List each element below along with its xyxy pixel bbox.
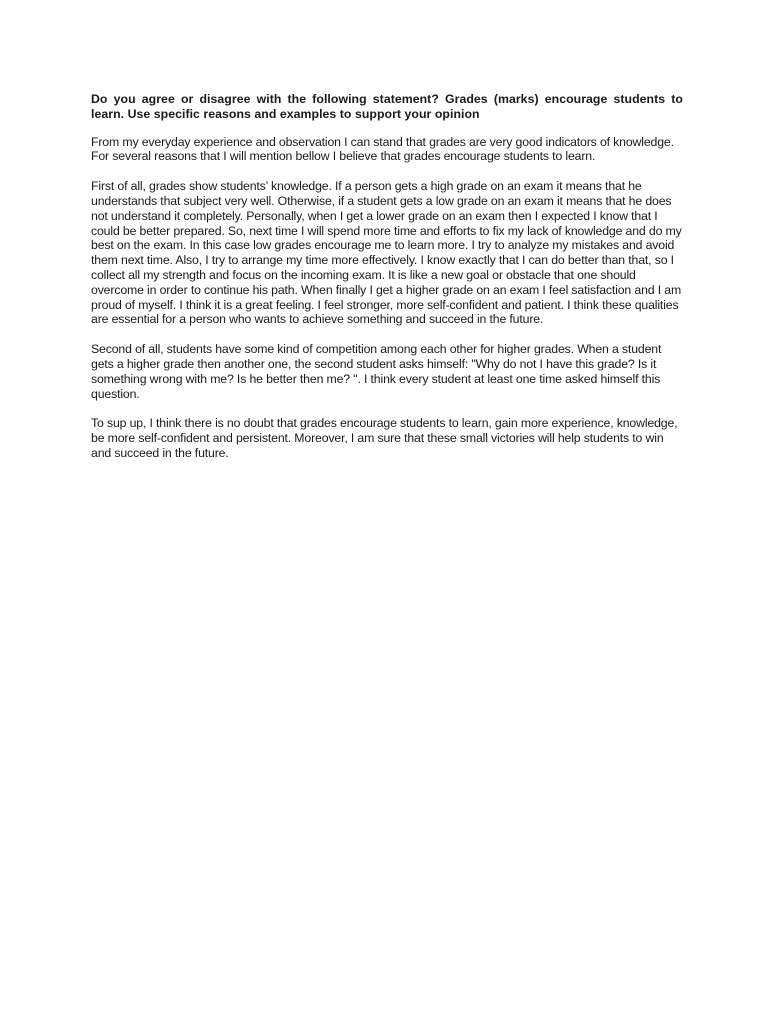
document-page (91, 92, 683, 461)
essay-paragraph-conclusion: To sup up, I think there is no doubt that grades encourage students to learn, gain more experience, knowledge, be more self-confident and persistent. Moreover, I am sure that these small victories will help students to win and succeed in the future. (91, 416, 678, 460)
essay-prompt: Do you agree or disagree with the following statement? Grades (marks) encourage students to learn. Use specific reasons and examples to support your opinion (91, 92, 683, 121)
essay-paragraph-second-reason: Second of all, students have some kind of competition among each other for higher grades. When a student gets a higher grade then another one, the second student asks himself: "Why do not I have this grade? Is it something wrong with me? Is he better then me? ". I think every student at least one time asked himself this question. (91, 342, 662, 401)
essay-paragraph-intro: From my everyday experience and observation I can stand that grades are very good indicators of knowledge. For several reasons that I will mention bellow I believe that grades encourage students to learn. (91, 134, 674, 164)
essay-paragraph-first-reason: First of all, grades show students’ knowledge. If a person gets a high grade on an exam it means that he understands that subject very well. Otherwise, if a student gets a low grade on an exam it means that he does not understand it completely. Personally, when I get a lower grade on an exam then I expected I know that I could be better prepared. So, next time I will spend more time and efforts to fix my lack of knowledge and do my best on the exam. In this case low grades encourage me to learn more. I try to analyze my mistakes and avoid them next time. Also, I try to arrange my time more effectively. I know exactly that I can do better than that, so I collect all my strength and focus on the incoming exam. It is like a new goal or obstacle that one should overcome in order to continue his path. When finally I get a higher grade on an exam I feel satisfaction and I am proud of myself. I think it is a great feeling. I feel stronger, more self-confident and patient. I think these qualities are essential for a person who wants to achieve something and succeed in the future. (91, 179, 682, 327)
